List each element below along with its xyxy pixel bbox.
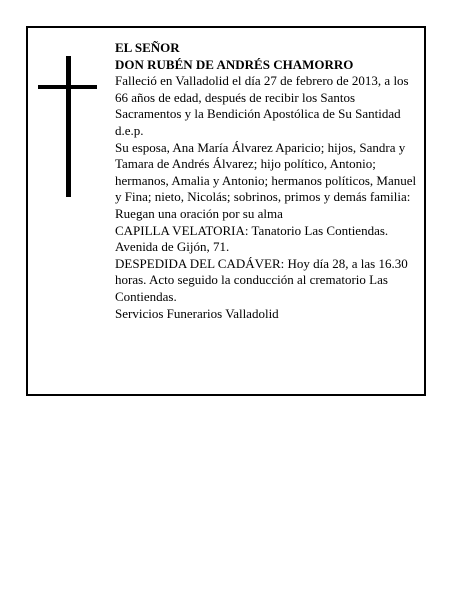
notice-title-line1: EL SEÑOR — [115, 40, 180, 55]
cross-horizontal-bar — [38, 85, 97, 89]
death-announcement: Falleció en Valladolid el día 27 de febrero de 2013, a los 66 años de edad, después de recibir los Santos Sacramentos y la Bendición Apostólica de Su Santidad d.e.p. — [115, 73, 409, 138]
farewell-info: DESPEDIDA DEL CADÁVER: Hoy día 28, a las 16.30 horas. Acto seguido la conducción al crematorio Las Contiendas. — [115, 255, 408, 304]
prayer-request: Ruegan una oración por su alma — [115, 205, 283, 221]
family-list: Su esposa, Ana María Álvarez Aparicio; hijos, Sandra y Tamara de Andrés Álvarez; hijo político, Antonio; hermanos, Amalia y Antonio; hermanos políticos, Manuel y Fina; nieto, Nicolás; sobrinos, primos y demás familia: — [115, 139, 417, 205]
obituary-notice — [26, 26, 426, 396]
notice-text — [115, 40, 423, 322]
funeral-services: Servicios Funerarios Valladolid — [115, 305, 279, 321]
cross-vertical-bar — [66, 56, 71, 197]
chapel-info: CAPILLA VELATORIA: Tanatorio Las Contiendas. Avenida de Gijón, 71. — [115, 222, 389, 255]
deceased-name: DON RUBÉN DE ANDRÉS CHAMORRO — [115, 56, 354, 72]
